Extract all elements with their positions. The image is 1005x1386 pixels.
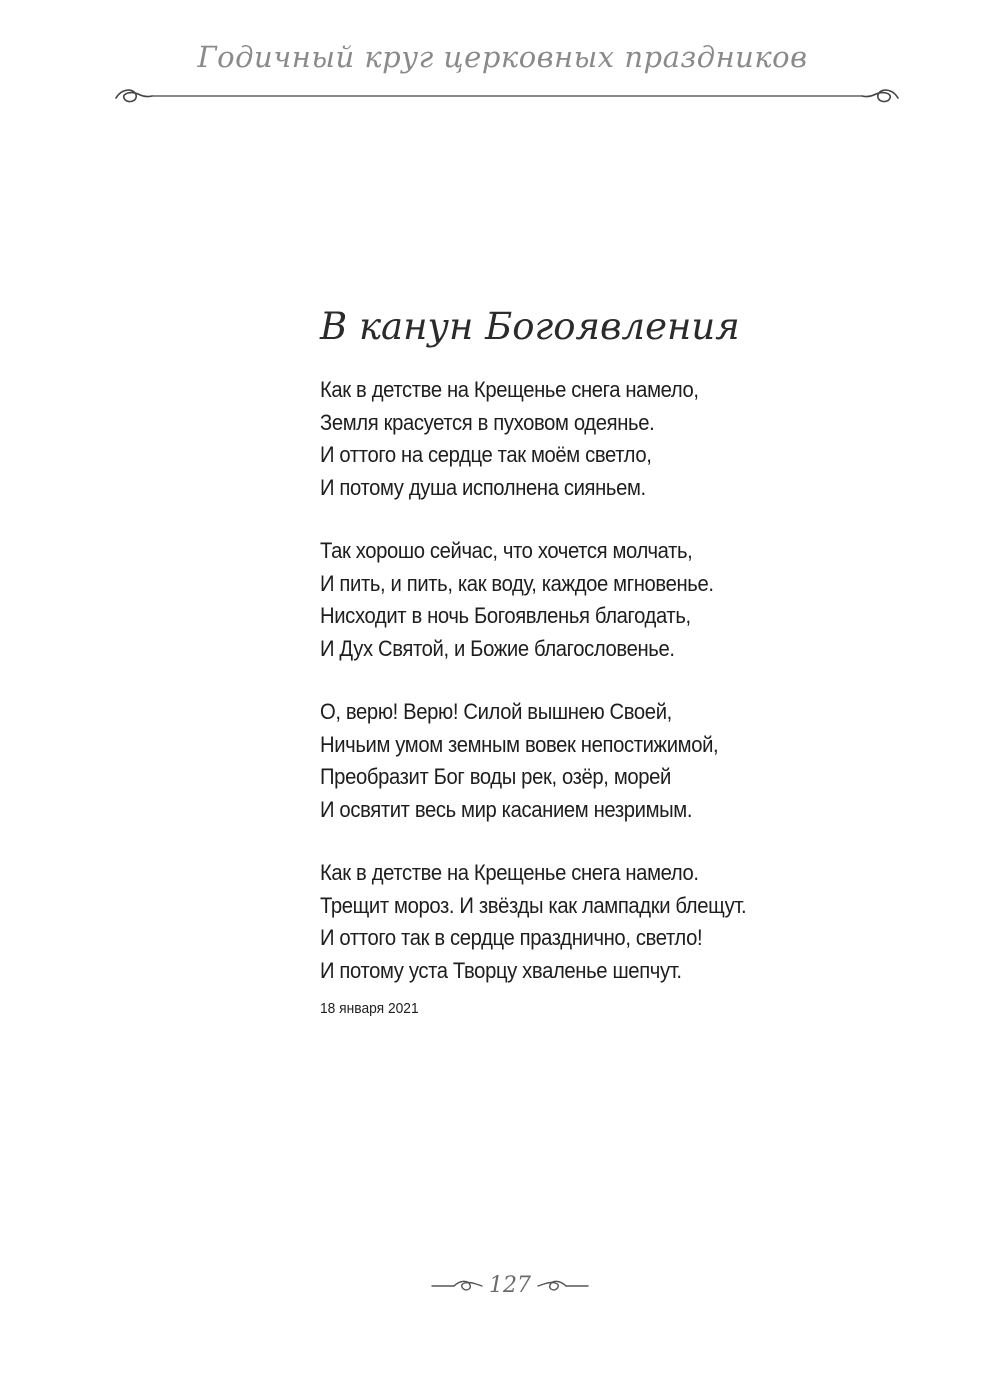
poem-line: Ничьим умом земным вовек непостижимой, bbox=[320, 731, 719, 757]
poem-body bbox=[320, 374, 880, 1018]
poem-line: Так хорошо сейчас, что хочется молчать, bbox=[320, 538, 693, 563]
poem-line: Как в детстве на Крещенье снега намело. bbox=[320, 860, 699, 885]
page-number: 127 bbox=[489, 1273, 531, 1298]
stanza bbox=[320, 535, 880, 665]
poem-line: Как в детстве на Крещенье снега намело, bbox=[320, 377, 699, 402]
poem-line: О, верю! Верю! Силой вышнею Своей, bbox=[320, 699, 672, 724]
poem-date: 18 января 2021 bbox=[320, 1000, 419, 1017]
poem-line: И оттого так в сердце празднично, светло! bbox=[320, 925, 703, 950]
stanza bbox=[320, 696, 880, 826]
poem-line: И пить, и пить, как воду, каждое мгновенье. bbox=[320, 570, 714, 596]
stanza bbox=[320, 374, 880, 504]
poem-line: И потому душа исполнена сияньем. bbox=[320, 474, 646, 500]
poem-line: Нисходит в ночь Богоявленья благодать, bbox=[320, 603, 691, 628]
poem-line: И потому уста Творцу хваленье шепчут. bbox=[320, 957, 682, 983]
header-flourish-rule bbox=[112, 82, 902, 110]
stanza bbox=[320, 857, 880, 987]
poem-line: И оттого на сердце так моём светло, bbox=[320, 442, 652, 467]
poem-line: Трещит мороз. И звёзды как лампадки блещут. bbox=[320, 892, 747, 918]
poem-line: И освятит весь мир касанием незримым. bbox=[320, 796, 693, 822]
page-folio bbox=[430, 1268, 590, 1304]
poem-line: Преобразит Бог воды рек, озёр, морей bbox=[320, 764, 671, 789]
poem-line: И Дух Святой, и Божие благословенье. bbox=[320, 635, 675, 661]
running-head-title: Годичный круг церковных праздников bbox=[197, 40, 808, 74]
poem-line: Земля красуется в пуховом одеянье. bbox=[320, 409, 655, 435]
poem-title: В канун Богоявления bbox=[320, 305, 740, 348]
